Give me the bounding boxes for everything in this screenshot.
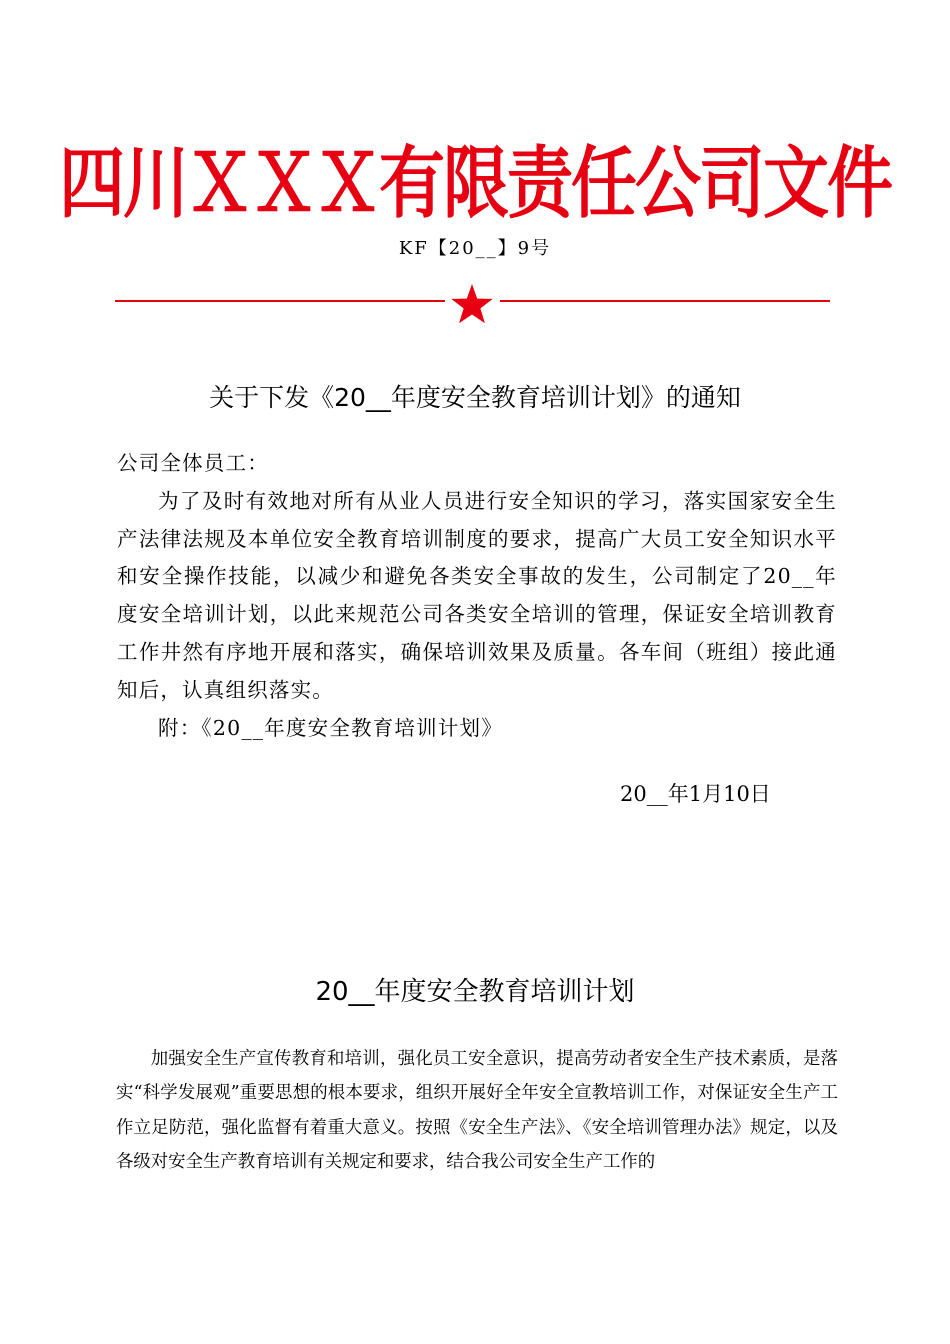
red-divider-left (115, 300, 445, 302)
notice-salutation: 公司全体员工： (117, 451, 269, 475)
document-number: KF【20__】9号 (398, 238, 552, 259)
notice-body (117, 445, 837, 747)
red-divider-right (500, 300, 830, 302)
notice-title: 关于下发《20__年度安全教育培训计划》的通知 (209, 383, 741, 412)
notice-attachment: 附：《20__年度安全教育培训计划》 (158, 715, 503, 740)
org-file-header: 四川ＸＸＸ有限责任公司文件 (59, 138, 891, 229)
plan-body (116, 1042, 838, 1180)
plan-title: 20__年度安全教育培训计划 (315, 977, 635, 1007)
plan-intro-paragraph: 加强安全生产宣传教育和培训，强化员工安全意识，提高劳动者安全生产技术素质，是落实“科学发展观”重要思想的根本要求，组织开展好全年安全宣教培训工作，对保证安全生产工作立足防范，强化监督有着重大意义。按照《安全生产法》、《安全培训管理办法》规定，以及各级对安全生产教育培训有关规定和要求，结合我公司安全生产工作的 (116, 1049, 838, 1173)
notice-date: 20__年1月10日 (620, 782, 771, 806)
notice-paragraph: 为了及时有效地对所有从业人员进行安全知识的学习，落实国家安全生产法律法规及本单位安全教育培训制度的要求，提高广大员工安全知识水平和安全操作技能，以减少和避免各类安全事故的发生，公司制定了20__年度安全培训计划，以此来规范公司各类安全培训的管理，保证安全培训教育工作井然有序地开展和落实，确保培训效果及质量。各车间（班组）接此通知后，认真组织落实。 (117, 488, 837, 702)
star-icon (450, 283, 494, 325)
